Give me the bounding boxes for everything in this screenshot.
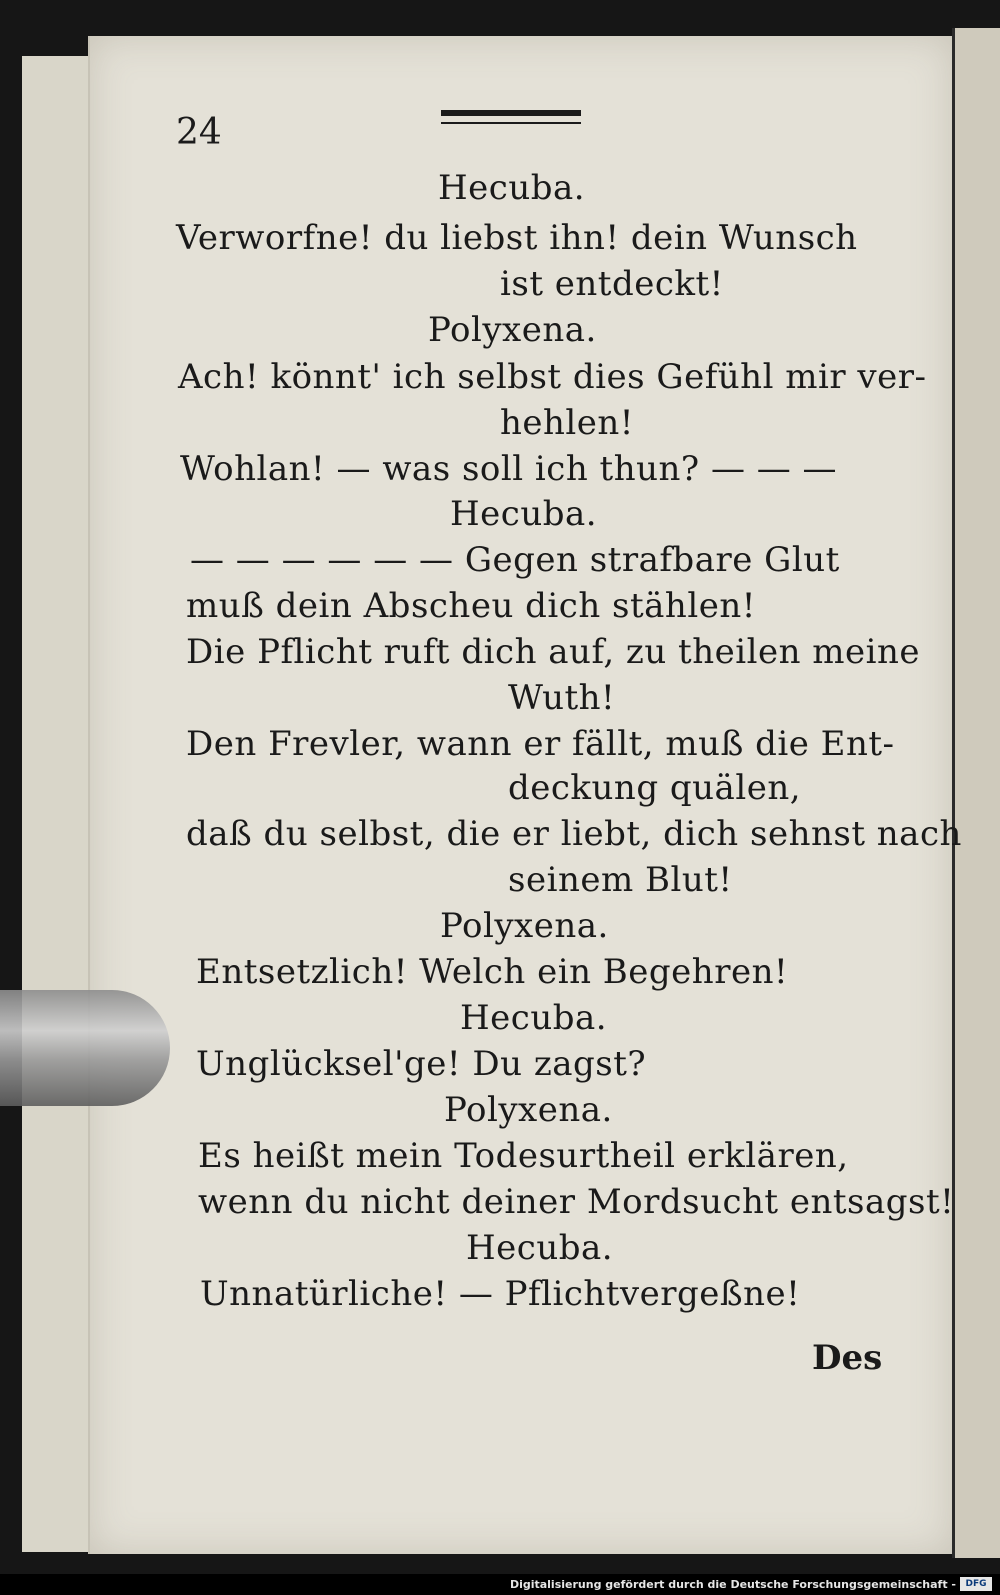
verse-line: Ach! könnt' ich selbst dies Gefühl mir ver- <box>178 357 927 397</box>
verse-line: wenn du nicht deiner Mordsucht entsagst! <box>198 1182 955 1222</box>
verse-line: Die Pflicht ruft dich auf, zu theilen meine <box>186 632 921 672</box>
facing-page-edge <box>952 28 1000 1558</box>
page-number: 24 <box>176 112 222 153</box>
speaker-hecuba: Hecuba. <box>460 998 608 1038</box>
speaker-polyxena: Polyxena. <box>444 1090 613 1130</box>
verse-line: Wohlan! — was soll ich thun? — — — <box>180 449 838 489</box>
verse-line: Wuth! <box>508 678 616 718</box>
verse-line: Verworfne! du liebst ihn! dein Wunsch <box>176 218 858 258</box>
header-rule <box>441 110 581 124</box>
verse-line: — — — — — — Gegen strafbare Glut <box>190 540 840 580</box>
verse-line: Den Frevler, wann er fällt, muß die Ent- <box>186 724 895 764</box>
verse-line: ist entdeckt! <box>500 264 724 304</box>
verse-line: deckung quälen, <box>508 768 802 808</box>
speaker-hecuba: Hecuba. <box>450 494 598 534</box>
verse-line: Unnatürliche! — Pflichtvergeßne! <box>200 1274 801 1314</box>
speaker-polyxena: Polyxena. <box>428 310 597 350</box>
verse-line: daß du selbst, die er liebt, dich sehnst nach <box>186 814 962 854</box>
speaker-hecuba: Hecuba. <box>466 1228 614 1268</box>
glass-page-weight <box>0 990 170 1106</box>
verse-line: Es heißt mein Todesurtheil erklären, <box>198 1136 849 1176</box>
footer-credit: Digitalisierung gefördert durch die Deutsche Forschungsgemeinschaft - <box>509 1578 956 1591</box>
verse-line: Entsetzlich! Welch ein Begehren! <box>196 952 789 992</box>
dfg-logo: DFG <box>960 1577 992 1591</box>
verse-line: muß dein Abscheu dich stählen! <box>186 586 756 626</box>
speaker-polyxena: Polyxena. <box>440 906 609 946</box>
speaker-hecuba: Hecuba. <box>438 168 586 208</box>
verse-line: hehlen! <box>500 403 634 443</box>
verse-line: Unglücksel'ge! Du zagst? <box>196 1044 647 1084</box>
catchword: Des <box>812 1338 883 1378</box>
verse-line: seinem Blut! <box>508 860 733 900</box>
